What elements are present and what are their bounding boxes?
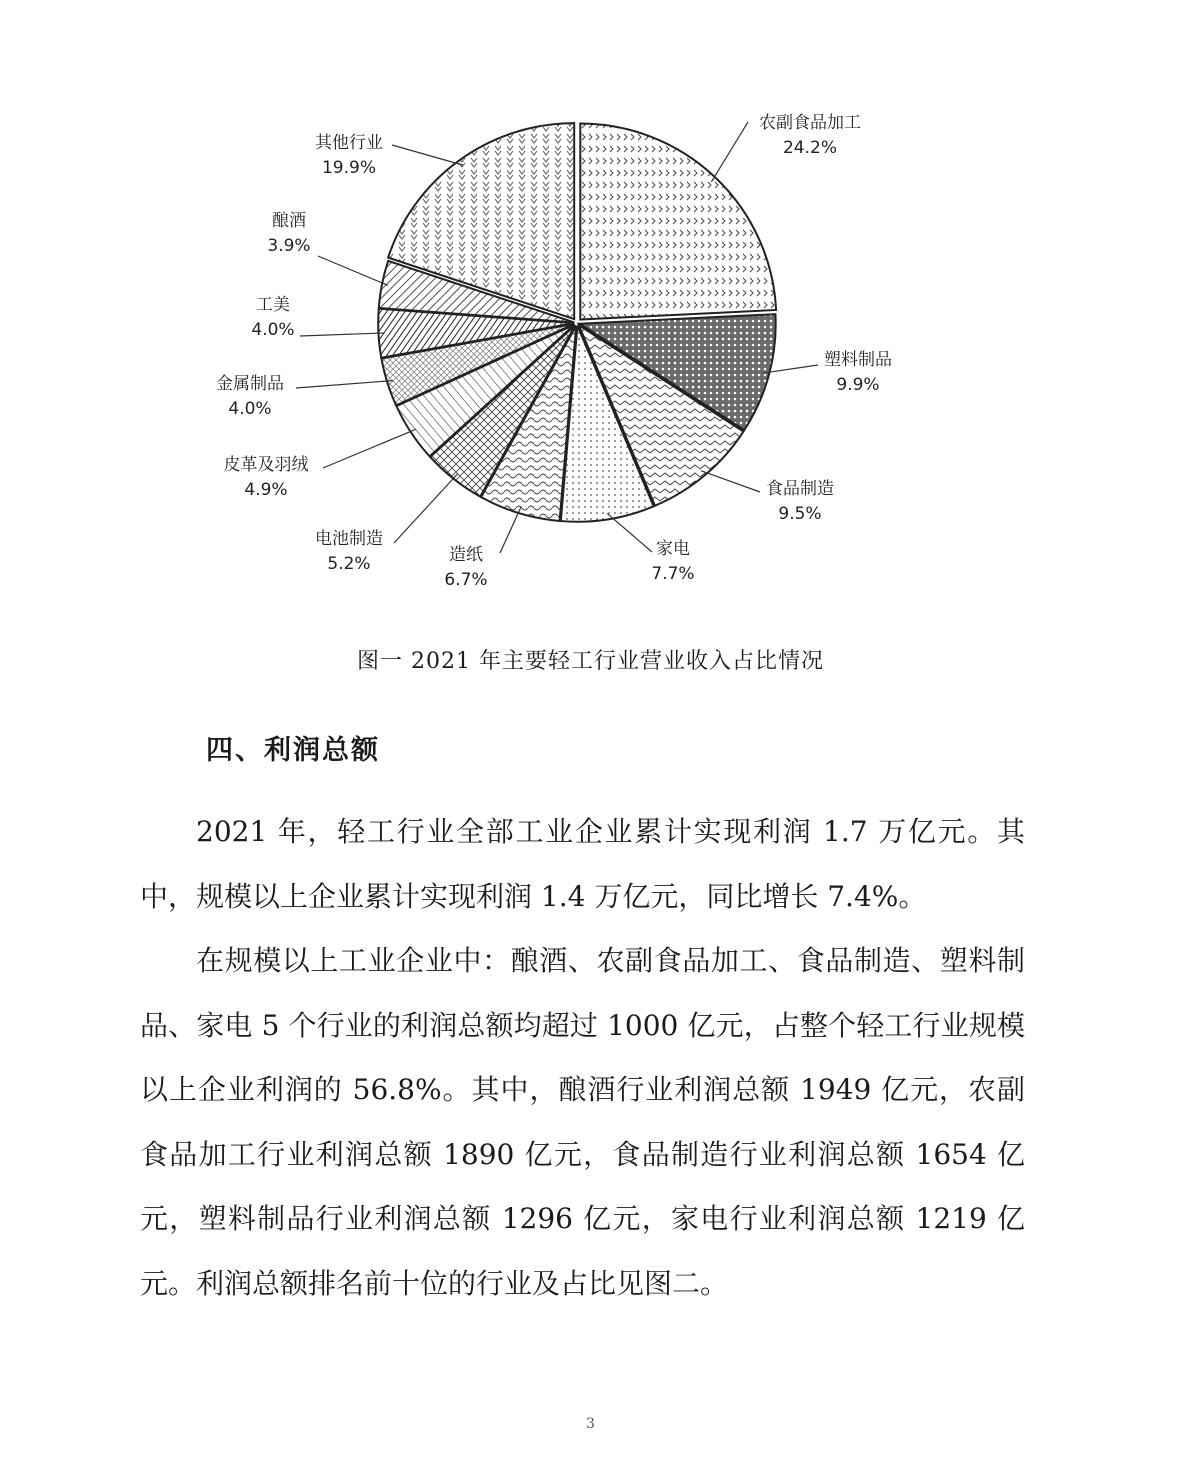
slice-label-3: 食品制造 [766, 479, 834, 499]
paragraph-2: 在规模以上工业企业中：酿酒、农副食品加工、食品制造、塑料制品、家电 5 个行业的利润总额均超过 1000 亿元，占整个轻工行业规模以上企业利润的 56.8%。其中，酿酒行业利润总额 1949 亿元，农副食品加工行业利润总额 1890 亿元，食品制造行业利润总额 1654 亿元，塑料制品行业利润总额 1296 亿元，家电行业利润总额 1219 亿元。利润总额排名前十位的行业及占比见图二。 [140, 944, 1025, 1300]
figure-caption: 图一 2021 年主要轻工行业营业收入占比情况 [357, 649, 824, 674]
leader-line-7 [323, 429, 416, 468]
leader-line-5 [500, 507, 521, 553]
leader-line-8 [296, 381, 393, 388]
slice-label-1: 农副食品加工 [759, 113, 861, 133]
pie-slice-1 [580, 124, 776, 320]
slice-label-9: 工美 [256, 295, 290, 315]
paragraph-1: 2021 年，轻工行业全部工业企业累计实现利润 1.7 万亿元。其中，规模以上企业累计实现利润 1.4 万亿元，同比增长 7.4%。 [140, 815, 1025, 913]
leader-line-3 [701, 471, 760, 492]
slice-value-3: 9.5% [778, 504, 822, 524]
section-heading: 四、利润总额 [206, 735, 380, 766]
slice-value-8: 4.0% [228, 399, 272, 419]
slice-label-7: 皮革及羽绒 [223, 455, 309, 475]
slice-value-11: 19.9% [321, 158, 377, 178]
slice-label-10: 酿酒 [272, 211, 306, 231]
slice-value-1: 24.2% [782, 138, 838, 158]
slice-label-8: 金属制品 [216, 374, 284, 394]
page-number: 3 [586, 1416, 595, 1432]
leader-line-4 [607, 513, 652, 552]
leader-line-1 [711, 122, 748, 182]
slice-label-11: 其他行业 [315, 133, 383, 153]
slice-label-5: 造纸 [449, 545, 483, 565]
slice-label-4: 家电 [656, 539, 690, 559]
leader-line-6 [394, 474, 457, 543]
slice-value-9: 4.0% [251, 320, 295, 340]
slice-value-4: 7.7% [651, 564, 695, 584]
slice-value-6: 5.2% [327, 554, 371, 574]
slice-value-10: 3.9% [267, 236, 311, 256]
slice-label-2: 塑料制品 [824, 350, 892, 370]
leader-line-11 [392, 145, 463, 165]
leader-line-10 [318, 256, 388, 285]
slice-label-6: 电池制造 [315, 529, 383, 549]
pie-chart [0, 0, 1181, 640]
body-text [140, 800, 1025, 1316]
slice-value-5: 6.7% [444, 570, 488, 590]
slice-value-2: 9.9% [836, 375, 880, 395]
leader-line-9 [300, 333, 384, 336]
slice-value-7: 4.9% [244, 480, 288, 500]
